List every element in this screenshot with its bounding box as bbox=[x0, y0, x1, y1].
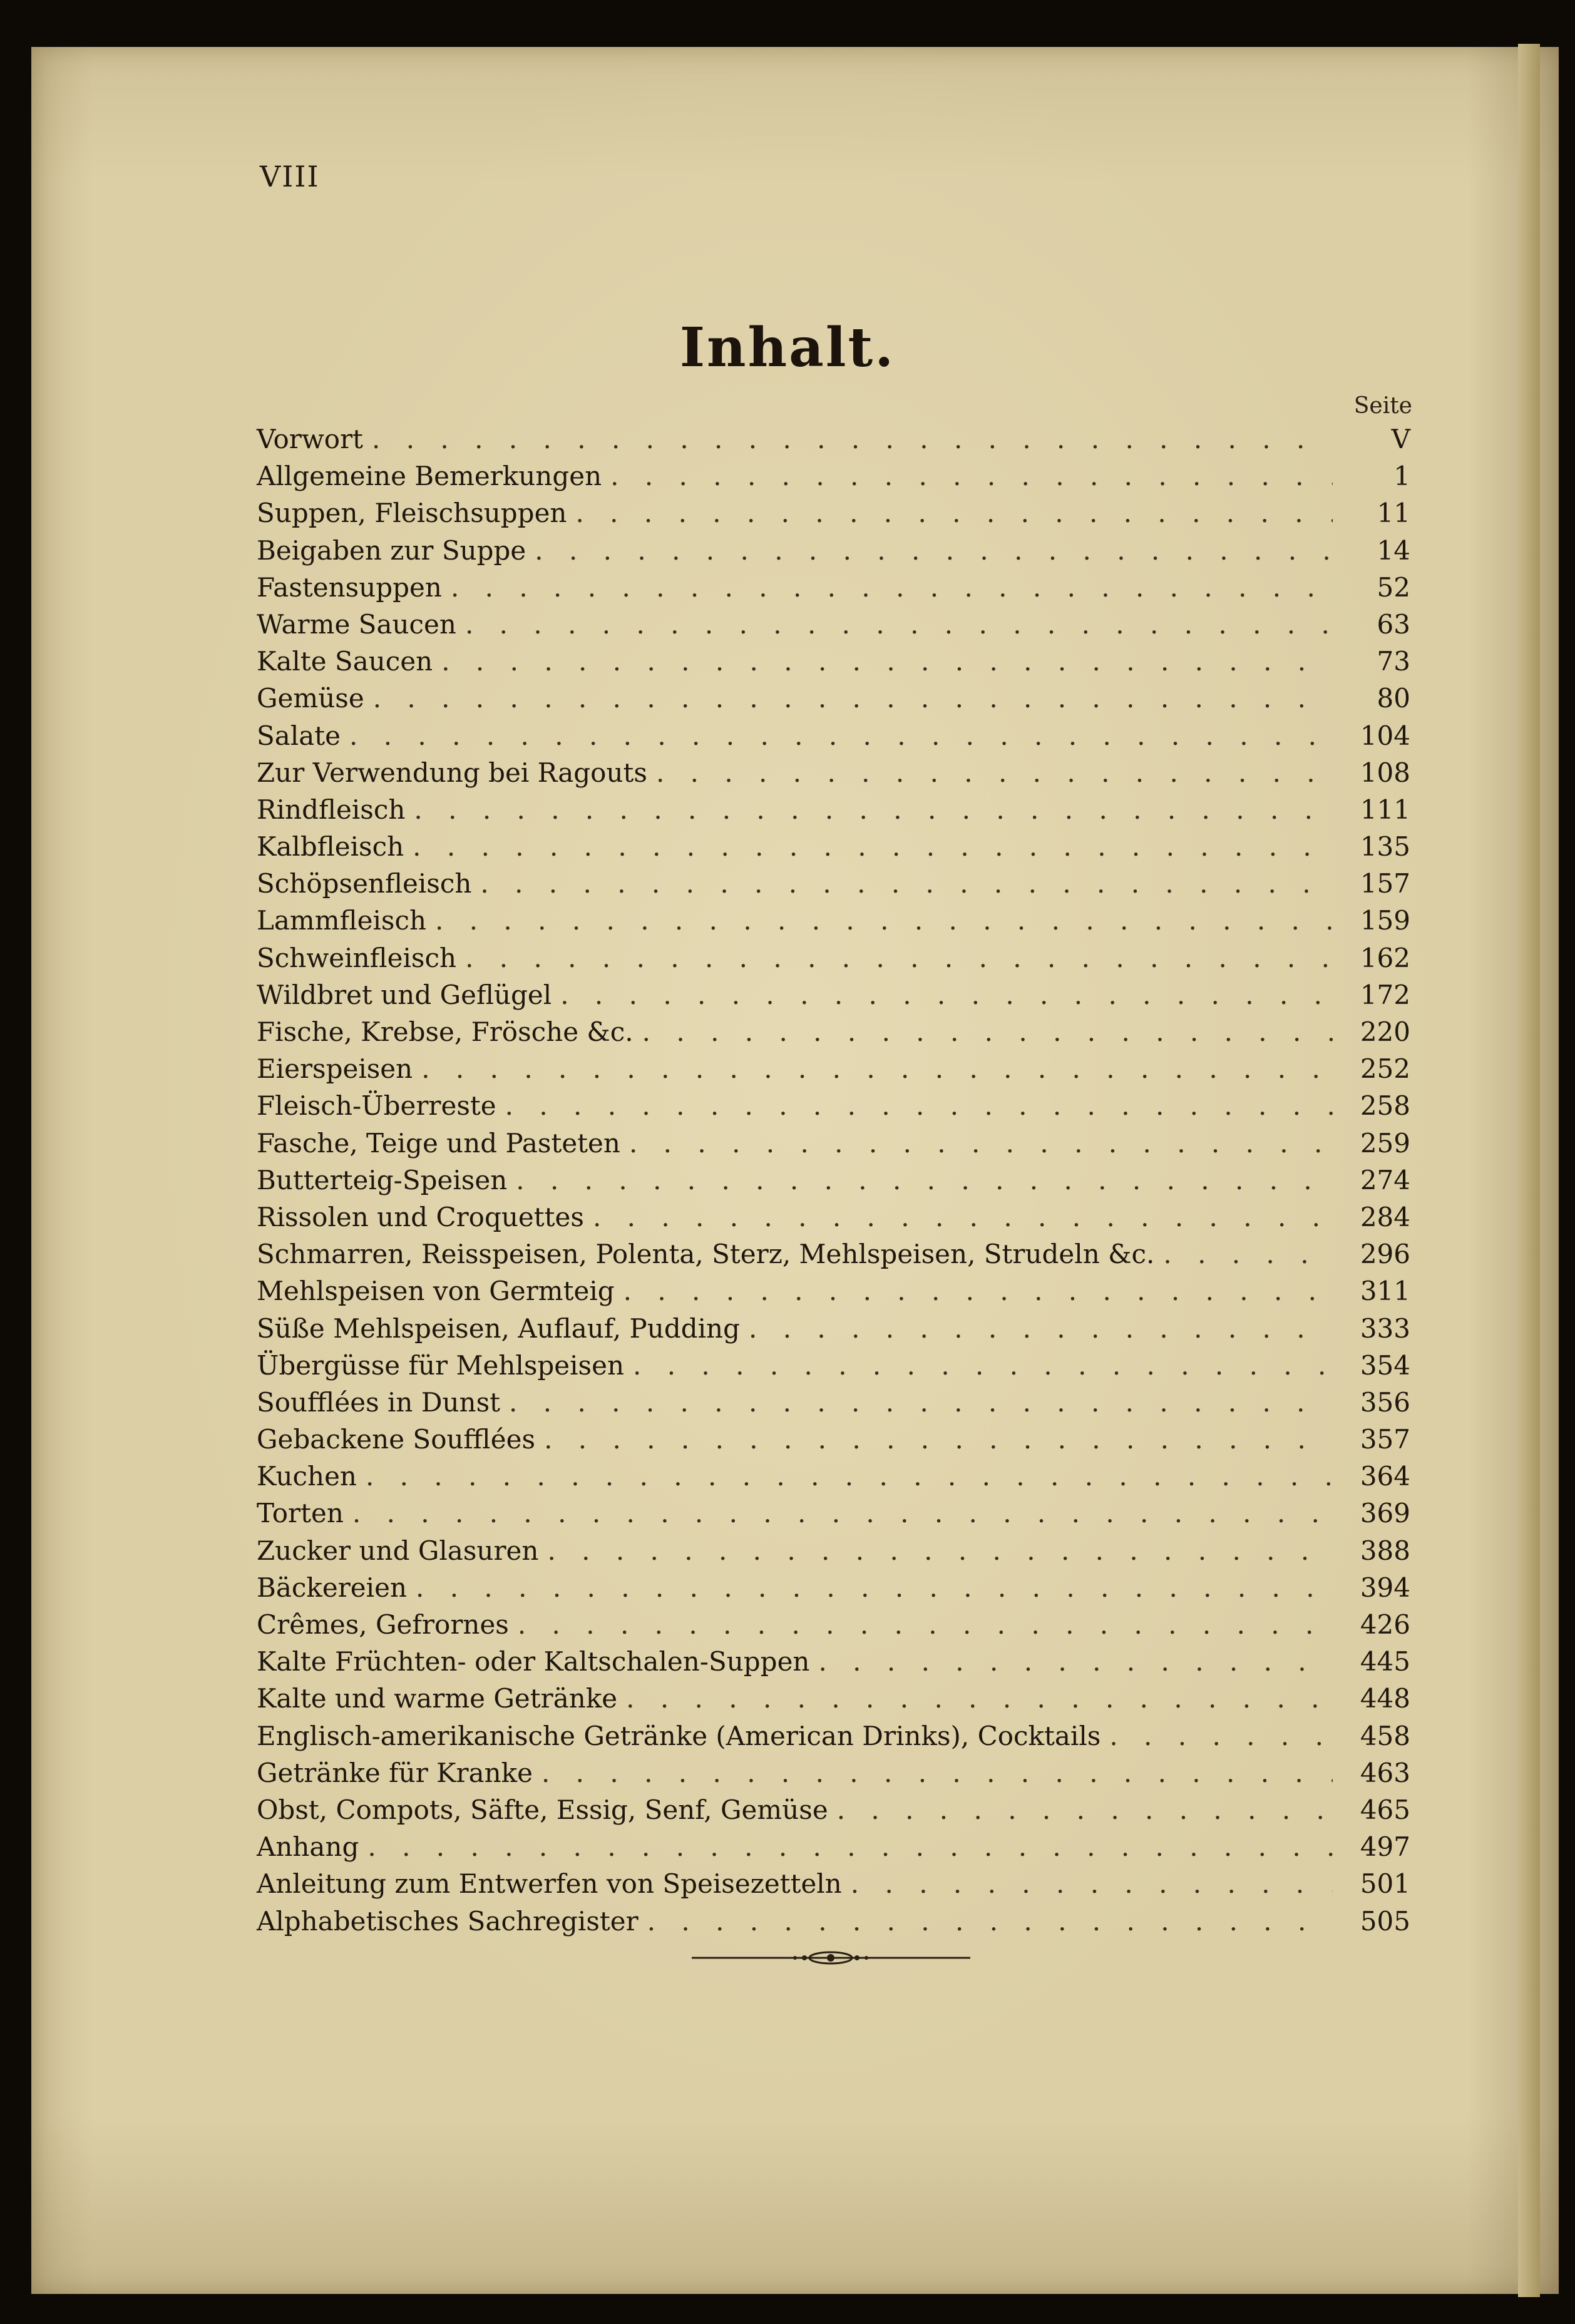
toc-entry-page: 258 bbox=[1360, 1090, 1410, 1122]
toc-entry bbox=[257, 1903, 1410, 1940]
toc-entry-page: 448 bbox=[1360, 1683, 1410, 1714]
toc-entry-title: Butterteig-Speisen bbox=[257, 1164, 508, 1195]
toc-entry-page: 108 bbox=[1360, 757, 1410, 788]
toc-entry-page: 80 bbox=[1377, 683, 1410, 714]
toc-entry-page: 11 bbox=[1377, 498, 1410, 529]
toc-entry bbox=[257, 532, 1410, 569]
toc-dot-leader bbox=[367, 1828, 1333, 1865]
toc-entry-title: Kalte Früchten- oder Kaltschalen-Suppen bbox=[257, 1646, 810, 1677]
page-number: VIII bbox=[260, 160, 320, 193]
toc-entry bbox=[257, 569, 1410, 606]
toc-entry-title: Schöpsenfleisch bbox=[257, 868, 472, 899]
toc-entry bbox=[257, 1717, 1410, 1754]
toc-entry-page: 497 bbox=[1360, 1831, 1410, 1863]
toc-entry-page: 388 bbox=[1360, 1535, 1410, 1566]
toc-entry-title: Fastensuppen bbox=[257, 571, 442, 603]
toc-entry-title: Zur Verwendung bei Ragouts bbox=[257, 757, 647, 788]
toc-entry-title: Kalbfleisch bbox=[257, 831, 404, 863]
toc-entry-title: Eierspeisen bbox=[257, 1053, 413, 1085]
toc-dot-leader bbox=[837, 1791, 1333, 1828]
toc-dot-leader bbox=[509, 1384, 1333, 1421]
toc-entry-title: Crêmes, Gefrornes bbox=[257, 1609, 509, 1640]
toc-entry-page: 104 bbox=[1360, 720, 1410, 751]
page-title: Inhalt. bbox=[679, 316, 896, 379]
toc-entry-page: 73 bbox=[1377, 646, 1410, 677]
toc-entry-title: Warme Saucen bbox=[257, 608, 456, 640]
toc-entry bbox=[257, 791, 1410, 828]
toc-dot-leader bbox=[633, 1347, 1333, 1384]
toc-dot-leader bbox=[535, 532, 1333, 569]
toc-entry-page: 157 bbox=[1360, 868, 1410, 899]
toc-entry bbox=[257, 828, 1410, 865]
toc-dot-leader bbox=[441, 643, 1333, 680]
toc-dot-leader bbox=[413, 828, 1333, 865]
toc-dot-leader bbox=[1109, 1717, 1333, 1754]
toc-entry-title: Kalte Saucen bbox=[257, 646, 433, 677]
toc-entry bbox=[257, 1643, 1410, 1680]
toc-entry-page: 369 bbox=[1360, 1498, 1410, 1529]
toc-dot-leader bbox=[623, 1272, 1333, 1309]
toc-dot-leader bbox=[516, 1162, 1333, 1199]
toc-entry-page: 274 bbox=[1360, 1164, 1410, 1195]
toc-entry bbox=[257, 1458, 1410, 1495]
toc-dot-leader bbox=[610, 458, 1333, 494]
toc-entry bbox=[257, 1013, 1410, 1050]
toc-entry-page: 356 bbox=[1360, 1386, 1410, 1418]
toc-entry-page: 135 bbox=[1360, 831, 1410, 863]
toc-entry-page: 172 bbox=[1360, 979, 1410, 1010]
toc-dot-leader bbox=[352, 1495, 1333, 1532]
toc-entry bbox=[257, 1865, 1410, 1902]
toc-entry bbox=[257, 1050, 1410, 1087]
toc-dot-leader bbox=[1163, 1236, 1333, 1272]
toc-dot-leader bbox=[518, 1606, 1333, 1643]
toc-entry-page: 333 bbox=[1360, 1313, 1410, 1344]
toc-dot-leader bbox=[414, 791, 1333, 828]
toc-entry-page: 426 bbox=[1360, 1609, 1410, 1640]
toc-dot-leader bbox=[593, 1199, 1333, 1236]
toc-entry-page: 63 bbox=[1377, 608, 1410, 640]
toc-dot-leader bbox=[416, 1569, 1333, 1606]
toc-entry bbox=[257, 1125, 1410, 1162]
toc-entry bbox=[257, 494, 1410, 531]
toc-entry-page: 465 bbox=[1360, 1794, 1410, 1825]
toc-entry-title: Getränke für Kranke bbox=[257, 1757, 533, 1788]
toc-entry-title: Obst, Compots, Säfte, Essig, Senf, Gemüse bbox=[257, 1794, 828, 1825]
toc-entry-page: 162 bbox=[1360, 942, 1410, 973]
toc-dot-leader bbox=[749, 1310, 1333, 1347]
toc-entry-title: Englisch-amerikanische Getränke (American Drinks), Cocktails bbox=[257, 1720, 1101, 1751]
toc-entry bbox=[257, 976, 1410, 1013]
toc-dot-leader bbox=[547, 1532, 1333, 1569]
toc-entry-title: Anleitung zum Entwerfen von Speisezetteln bbox=[257, 1868, 842, 1900]
toc-entry-title: Kuchen bbox=[257, 1461, 357, 1492]
toc-entry-page: 458 bbox=[1360, 1720, 1410, 1751]
toc-entry-title: Mehlspeisen von Germteig bbox=[257, 1276, 615, 1307]
toc-entry-title: Kalte und warme Getränke bbox=[257, 1683, 618, 1714]
toc-entry-title: Gemüse bbox=[257, 683, 364, 714]
toc-entry bbox=[257, 1791, 1410, 1828]
toc-entry-page: 463 bbox=[1360, 1757, 1410, 1788]
toc-entry-page: 311 bbox=[1360, 1276, 1410, 1307]
toc-entry bbox=[257, 1384, 1410, 1421]
toc-entry-page: 445 bbox=[1360, 1646, 1410, 1677]
toc-dot-leader bbox=[818, 1643, 1333, 1680]
page-column-label: Seite bbox=[1353, 393, 1412, 419]
toc-entry-page: 1 bbox=[1393, 461, 1410, 492]
toc-dot-leader bbox=[629, 1125, 1333, 1162]
toc-entry bbox=[257, 1199, 1410, 1236]
toc-entry-page: 252 bbox=[1360, 1053, 1410, 1085]
toc-entry-title: Beigaben zur Suppe bbox=[257, 535, 526, 566]
toc-dot-leader bbox=[421, 1050, 1333, 1087]
toc-entry-page: 111 bbox=[1360, 794, 1410, 825]
toc-entry bbox=[257, 1087, 1410, 1124]
page-edge bbox=[1518, 44, 1540, 2297]
ornament-divider bbox=[692, 1948, 970, 1967]
toc-entry-page: 159 bbox=[1360, 905, 1410, 936]
toc-entry-title: Zucker und Glasuren bbox=[257, 1535, 539, 1566]
toc-entry-title: Fleisch-Überreste bbox=[257, 1090, 496, 1122]
toc-entry-page: 14 bbox=[1377, 535, 1410, 566]
table-of-contents bbox=[257, 421, 1410, 1940]
toc-entry-title: Alphabetisches Sachregister bbox=[257, 1905, 639, 1937]
toc-entry-page: 259 bbox=[1360, 1127, 1410, 1159]
toc-entry bbox=[257, 939, 1410, 976]
toc-entry-page: 364 bbox=[1360, 1461, 1410, 1492]
toc-entry bbox=[257, 1532, 1410, 1569]
toc-entry bbox=[257, 680, 1410, 717]
toc-entry-page: 357 bbox=[1360, 1424, 1410, 1455]
toc-entry-page: 296 bbox=[1360, 1239, 1410, 1270]
toc-entry-page: 501 bbox=[1360, 1868, 1410, 1900]
toc-dot-leader bbox=[451, 569, 1333, 606]
toc-dot-leader bbox=[656, 754, 1333, 791]
toc-dot-leader bbox=[851, 1865, 1333, 1902]
toc-entry-title: Anhang bbox=[257, 1831, 359, 1863]
toc-entry-title: Bäckereien bbox=[257, 1572, 408, 1603]
toc-entry bbox=[257, 1680, 1410, 1717]
toc-entry bbox=[257, 1606, 1410, 1643]
toc-entry-title: Schmarren, Reisspeisen, Polenta, Sterz, Mehlspeisen, Strudeln &c. bbox=[257, 1239, 1155, 1270]
toc-dot-leader bbox=[372, 421, 1333, 458]
toc-entry-title: Allgemeine Bemerkungen bbox=[257, 461, 602, 492]
toc-dot-leader bbox=[626, 1680, 1333, 1717]
toc-entry bbox=[257, 643, 1410, 680]
toc-entry-title: Suppen, Fleischsuppen bbox=[257, 498, 567, 529]
toc-dot-leader bbox=[647, 1903, 1333, 1940]
toc-entry bbox=[257, 1162, 1410, 1199]
toc-dot-leader bbox=[560, 976, 1333, 1013]
toc-entry bbox=[257, 458, 1410, 494]
toc-entry bbox=[257, 865, 1410, 902]
toc-entry-title: Lammfleisch bbox=[257, 905, 427, 936]
toc-entry-title: Wildbret und Geflügel bbox=[257, 979, 552, 1010]
toc-entry-title: Fasche, Teige und Pasteten bbox=[257, 1127, 620, 1159]
toc-entry-page: 505 bbox=[1360, 1905, 1410, 1937]
toc-entry bbox=[257, 1569, 1410, 1606]
toc-entry-page: 52 bbox=[1377, 571, 1410, 603]
toc-entry-title: Torten bbox=[257, 1498, 344, 1529]
toc-dot-leader bbox=[480, 865, 1333, 902]
toc-entry-page: 394 bbox=[1360, 1572, 1410, 1603]
toc-entry bbox=[257, 1347, 1410, 1384]
toc-entry bbox=[257, 1421, 1410, 1458]
toc-dot-leader bbox=[465, 606, 1333, 643]
toc-dot-leader bbox=[642, 1013, 1333, 1050]
toc-dot-leader bbox=[575, 494, 1333, 531]
toc-entry bbox=[257, 1754, 1410, 1791]
toc-entry bbox=[257, 421, 1410, 458]
toc-entry-title: Gebackene Soufflées bbox=[257, 1424, 536, 1455]
toc-dot-leader bbox=[544, 1421, 1333, 1458]
toc-entry bbox=[257, 902, 1410, 939]
toc-entry bbox=[257, 754, 1410, 791]
toc-entry-page: 284 bbox=[1360, 1201, 1410, 1232]
toc-entry-title: Rindfleisch bbox=[257, 794, 406, 825]
toc-dot-leader bbox=[373, 680, 1333, 717]
toc-dot-leader bbox=[541, 1754, 1333, 1791]
toc-entry-title: Übergüsse für Mehlspeisen bbox=[257, 1349, 625, 1381]
toc-dot-leader bbox=[349, 717, 1333, 754]
toc-entry-page: 354 bbox=[1360, 1349, 1410, 1381]
toc-dot-leader bbox=[505, 1087, 1333, 1124]
toc-entry bbox=[257, 606, 1410, 643]
toc-entry bbox=[257, 1828, 1410, 1865]
toc-entry bbox=[257, 717, 1410, 754]
toc-entry-title: Fische, Krebse, Frösche &c. bbox=[257, 1016, 634, 1047]
toc-entry-title: Rissolen und Croquettes bbox=[257, 1201, 584, 1232]
toc-entry-title: Vorwort bbox=[257, 424, 364, 454]
toc-entry-title: Soufflées in Dunst bbox=[257, 1386, 501, 1418]
toc-entry-page: 220 bbox=[1360, 1016, 1410, 1047]
toc-entry bbox=[257, 1310, 1410, 1347]
toc-entry-title: Süße Mehlspeisen, Auflauf, Pudding bbox=[257, 1313, 740, 1344]
toc-entry-page: V bbox=[1391, 424, 1410, 454]
toc-dot-leader bbox=[465, 939, 1333, 976]
toc-dot-leader bbox=[366, 1458, 1333, 1495]
toc-entry-title: Schweinfleisch bbox=[257, 942, 457, 973]
toc-entry-title: Salate bbox=[257, 720, 341, 751]
toc-dot-leader bbox=[435, 902, 1333, 939]
toc-entry bbox=[257, 1495, 1410, 1532]
toc-entry bbox=[257, 1236, 1410, 1272]
toc-entry bbox=[257, 1272, 1410, 1309]
